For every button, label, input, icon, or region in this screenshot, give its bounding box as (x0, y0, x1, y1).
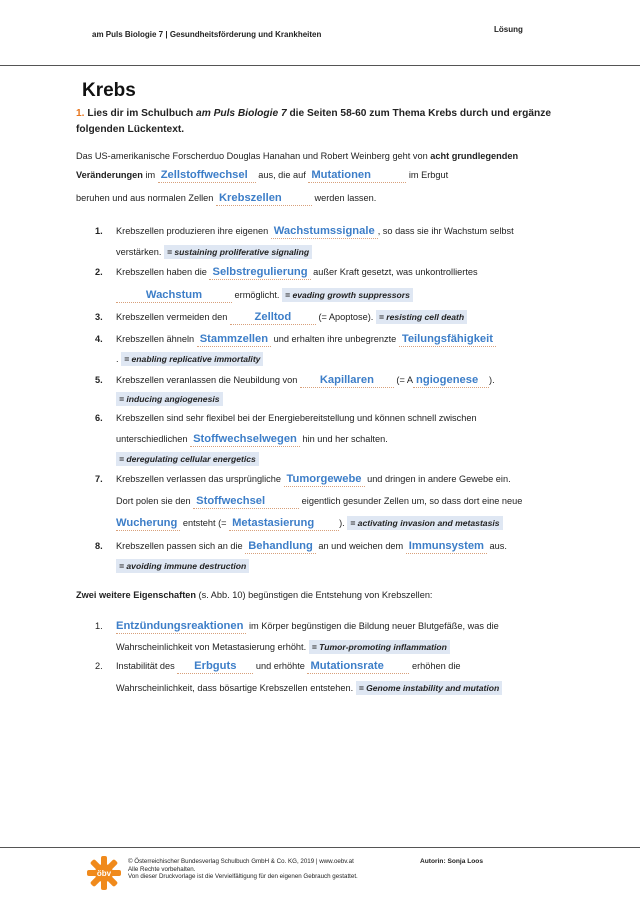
answer-wachstum: Wachstum (116, 288, 232, 303)
hallmark-tag: = deregulating cellular energetics (116, 452, 259, 466)
item-number: 8. (95, 541, 103, 551)
answer-metastasierung: Metastasierung (229, 516, 339, 531)
answer-stoffwechselwegen: Stoffwechselwegen (190, 432, 300, 447)
item-number: 2. (95, 267, 103, 277)
hallmark-tag: = activating invasion and metastasis (347, 516, 502, 530)
answer-zellstoffwechsel: Zellstoffwechsel (158, 168, 256, 183)
item-3-line-1: Krebszellen vermeiden den Zelltod (= Apoptose). = resisting cell death (116, 310, 467, 325)
item-6-line-1: Krebszellen sind sehr flexibel bei der Energiebereitstellung und können schnell zwischen (116, 413, 477, 423)
extra-1-line-1: Entzündungsreaktionen im Körper begünstigen die Bildung neuer Blutgefäße, was die (116, 620, 499, 632)
extra-item-number: 2. (95, 661, 103, 671)
item-5-line-2 (116, 392, 223, 406)
extra-heading: Zwei weitere Eigenschaften (s. Abb. 10) begünstigen die Entstehung von Krebszellen: (76, 590, 433, 600)
item-1-line-1: Krebszellen produzieren ihre eigenen Wachstumssignale , so dass sie ihr Wachstum selbst (116, 225, 514, 237)
item-number: 3. (95, 312, 103, 322)
answer-teilungsfaehigkeit: Teilungsfähigkeit (399, 332, 496, 347)
intro-line-1: Das US-amerikanische Forscherduo Douglas Hanahan und Robert Weinberg geht von acht grundlegenden (76, 151, 519, 161)
answer-selbstregulierung: Selbstregulierung (209, 265, 310, 280)
answer-behandlung: Behandlung (245, 539, 316, 554)
answer-entzuendungsreaktionen: Entzündungsreaktionen (116, 619, 246, 634)
hallmark-tag: = Genome instability and mutation (356, 681, 503, 695)
extra-2-line-2: Wahrscheinlichkeit, dass bösartige Krebszellen entstehen. = Genome instability and mutation (116, 681, 502, 695)
header-solution-label: Lösung (494, 25, 523, 34)
extra-item-number: 1. (95, 621, 103, 631)
oebv-logo-icon (86, 855, 122, 891)
item-8-line-1: Krebszellen passen sich an die Behandlung an und weichen dem Immunsystem aus. (116, 540, 507, 552)
top-divider (0, 65, 640, 66)
answer-angiogenese: ngiogenese (413, 373, 489, 388)
hallmark-tag: = sustaining proliferative signaling (164, 245, 312, 259)
answer-mutationen: Mutationen (308, 168, 406, 183)
item-6-line-3 (116, 452, 259, 466)
item-number: 1. (95, 226, 103, 236)
task-number: 1. (76, 108, 85, 119)
item-4-line-1: Krebszellen ähneln Stammzellen und erhalten ihre unbegrenzte Teilungsfähigkeit (116, 332, 496, 347)
item-number: 7. (95, 474, 103, 484)
answer-zelltod: Zelltod (230, 310, 316, 325)
answer-mutationsrate: Mutationsrate (307, 659, 409, 674)
svg-text:öbv: öbv (96, 869, 112, 878)
item-number: 5. (95, 375, 103, 385)
item-7-line-3: Wucherung entsteht (= Metastasierung ). = activating invasion and metastasis (116, 516, 503, 531)
hallmark-tag: = enabling replicative immortality (121, 352, 263, 366)
answer-wucherung: Wucherung (116, 516, 180, 531)
header-title: am Puls Biologie 7 | Gesundheitsförderung und Krankheiten (92, 30, 322, 39)
hallmark-tag: = resisting cell death (376, 310, 467, 324)
answer-tumorgewebe: Tumorgewebe (284, 472, 365, 487)
item-number: 6. (95, 413, 103, 423)
answer-kapillaren: Kapillaren (300, 373, 394, 388)
hallmark-tag: = avoiding immune destruction (116, 559, 249, 573)
item-number: 4. (95, 334, 103, 344)
intro-line-2: Veränderungen im Zellstoffwechsel aus, die auf Mutationen im Erbgut (76, 169, 449, 181)
item-1-line-2: verstärken. = sustaining proliferative signaling (116, 245, 312, 259)
item-7-line-1: Krebszellen verlassen das ursprüngliche Tumorgewebe und dringen in andere Gewebe ein. (116, 473, 511, 485)
item-8-line-2 (116, 559, 249, 573)
answer-krebszellen: Krebszellen (216, 191, 312, 206)
hallmark-tag: = Tumor-promoting inflammation (309, 640, 450, 654)
hallmark-tag: = inducing angiogenesis (116, 392, 223, 406)
task-instruction: 1. Lies dir im Schulbuch am Puls Biologie 7 die Seiten 58-60 zum Thema Krebs durch und ergänze folgenden Lückentext. (76, 108, 552, 135)
answer-stoffwechsel: Stoffwechsel (193, 494, 299, 509)
footer-copyright: © Österreichischer Bundesverlag Schulbuch GmbH & Co. KG, 2019 | www.oebv.at Alle Rechte vorbehalten. Von dieser Druckvorlage ist die Vervielfältigung für den eigenen Gebrauch gestattet. (128, 858, 358, 881)
hallmark-tag: = evading growth suppressors (282, 288, 413, 302)
item-4-line-2: . = enabling replicative immortality (116, 352, 263, 366)
item-2-line-2: Wachstum ermöglicht. = evading growth suppressors (116, 288, 413, 303)
item-7-line-2: Dort polen sie den Stoffwechsel eigentlich gesunder Zellen um, so dass dort eine neue (116, 495, 523, 507)
answer-wachstumssignale: Wachstumssignale (271, 224, 378, 239)
extra-2-line-1: Instabilität des Erbguts und erhöhte Mutationsrate erhöhen die (116, 660, 461, 672)
answer-stammzellen: Stammzellen (197, 332, 271, 347)
page-title: Krebs (82, 80, 136, 101)
intro-line-3: beruhen und aus normalen Zellen Krebszellen werden lassen. (76, 192, 377, 204)
answer-immunsystem: Immunsystem (406, 539, 487, 554)
item-2-line-1: Krebszellen haben die Selbstregulierung außer Kraft gesetzt, was unkontrolliertes (116, 266, 478, 278)
footer-author: Autorin: Sonja Loos (420, 858, 484, 865)
bottom-divider (0, 847, 640, 848)
item-5-line-1: Krebszellen veranlassen die Neubildung von Kapillaren (= A ngiogenese ). (116, 374, 495, 386)
extra-1-line-2: Wahrscheinlichkeit von Metastasierung erhöht. = Tumor-promoting inflammation (116, 640, 450, 654)
answer-erbguts: Erbguts (177, 659, 253, 674)
item-6-line-2: unterschiedlichen Stoffwechselwegen hin und her schalten. (116, 433, 388, 445)
